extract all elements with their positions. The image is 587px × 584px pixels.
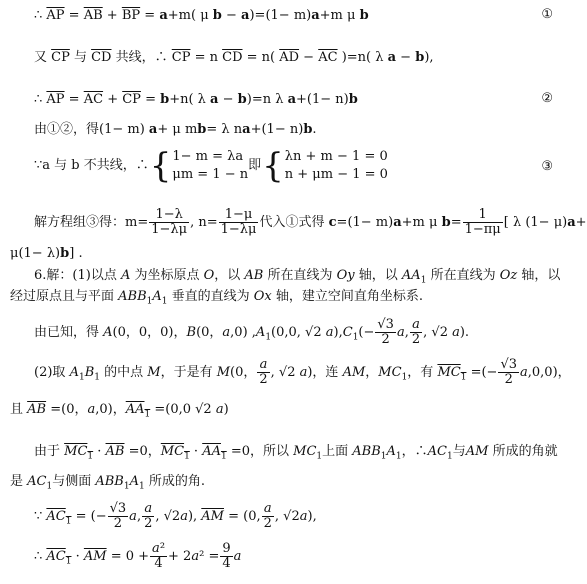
equation-marker-3: ③ [541,158,553,173]
solution-line-6: 由于 $MC_1 \cdot \overline{AB} =0$，$MC_1 \cdot AA_1 =0$，所以 $MC_1$上面 $ABB_1A_1$，$\therefore AC_1$与AM 所成的角就 [34,444,558,462]
system-connector: 即 [248,158,262,173]
solution-line-9: ∴ $AC_1 \cdot \overline{AM} = 0$ + $\frac{\text{a²}}{4}$ + 2a² = $\frac{9}{4}$ a [34,541,242,571]
equation-line-5: ∵a 与 b 不共线，∴{ 1− m = λa μm = 1 − n 即{ λn + m − 1 = 0 n + μm − 1 = 0 [34,145,388,186]
equation-line-4: 由①②，得(1− m) a+ μ mb= λ na+(1− n)b. [34,122,317,137]
solution-line-1: 6.解：(1)以点 A 为坐标原点 O，以 AB 所在直线为 Oy 轴，以 $AA_1$ 所在直线为 Oz 轴，以 [34,268,561,286]
system-prefix: ∵a 与 b 不共线，∴ [34,158,149,173]
equation-line-3: ∴ $\overline{AP} = \overline{AC} + \overline{CP} = b+n$( λ a − b)=n λ a+(1− n)b [34,92,358,107]
system-2-eq-1: λn + m − 1 = 0 [284,148,388,164]
equation-line-2: 又 $\overline{CP}$ 与 $\overline{CD}$ 共线，∴ $\overline{CP} = n$ $\overline{CD} = n$( $\overline{AD} - \overline{AC}$ )=n( λ a − b), [34,50,434,65]
system-2-eq-2: n + μm − 1 = 0 [284,166,388,182]
solution-line-4: (2)取 $A_1B_1$ 的中点 M，于是有 M(0， $\frac{a}{2}$ , √2 a)，连 AM，$MC_1$，有 $MC_1$ =(− $\frac{√3}{2}$ a,0,0)， [34,357,571,387]
equation-line-6: 解方程组③得：m= $\frac{1-\lambda}{1-\lambda\mu}$ , n= $\frac{1-\mu}{1-\lambda\mu}$ 代入①式得 c=(1− m)a+m μ b= $\frac{1}{1-\pi\mu}$ [ λ (1− μ)a+ [34,207,587,237]
equation-marker-1: ① [541,6,553,21]
equation-line-1: ∴ $\overline{AP} = \overline{AB} + \overline{BP} = a+m$( μ b − a)=(1− m)a+m μ b [34,8,369,23]
equation-marker-2: ② [541,90,553,105]
solution-line-7: 是 $AC_1$与侧面 $ABB_1A_1$ 所成的角. [10,474,205,492]
solution-line-3: 由已知，得 A(0，0，0)，B(0，a,0) $,A_1(0,0$, √2 $a),C_1(-$ $\frac{√3}{2}$ a, $\frac{a}{2}$ , √2 a). [34,317,470,347]
solution-line-2: 经过原点且与平面 $ABB_1A_1$ 垂直的直线为 Ox 轴，建立空间直角坐标系. [10,289,424,307]
solution-line-5: 且 $\overline{AB} =(0$，a,0)，$AA_1 =(0,0$ √2 a) [10,402,229,420]
system-1-eq-2: μm = 1 − n [172,166,249,182]
system-1-eq-1: 1− m = λa [172,148,244,164]
equation-line-7: μ(1− λ)b] . [10,246,83,261]
solution-line-8: ∵ $AC_1$ = (− $\frac{√3}{2}$ a, $\frac{a}{2}$ , √2a), $\overline{AM} = (0$, $\frac{a}{2}$ , √2a), [34,501,317,531]
